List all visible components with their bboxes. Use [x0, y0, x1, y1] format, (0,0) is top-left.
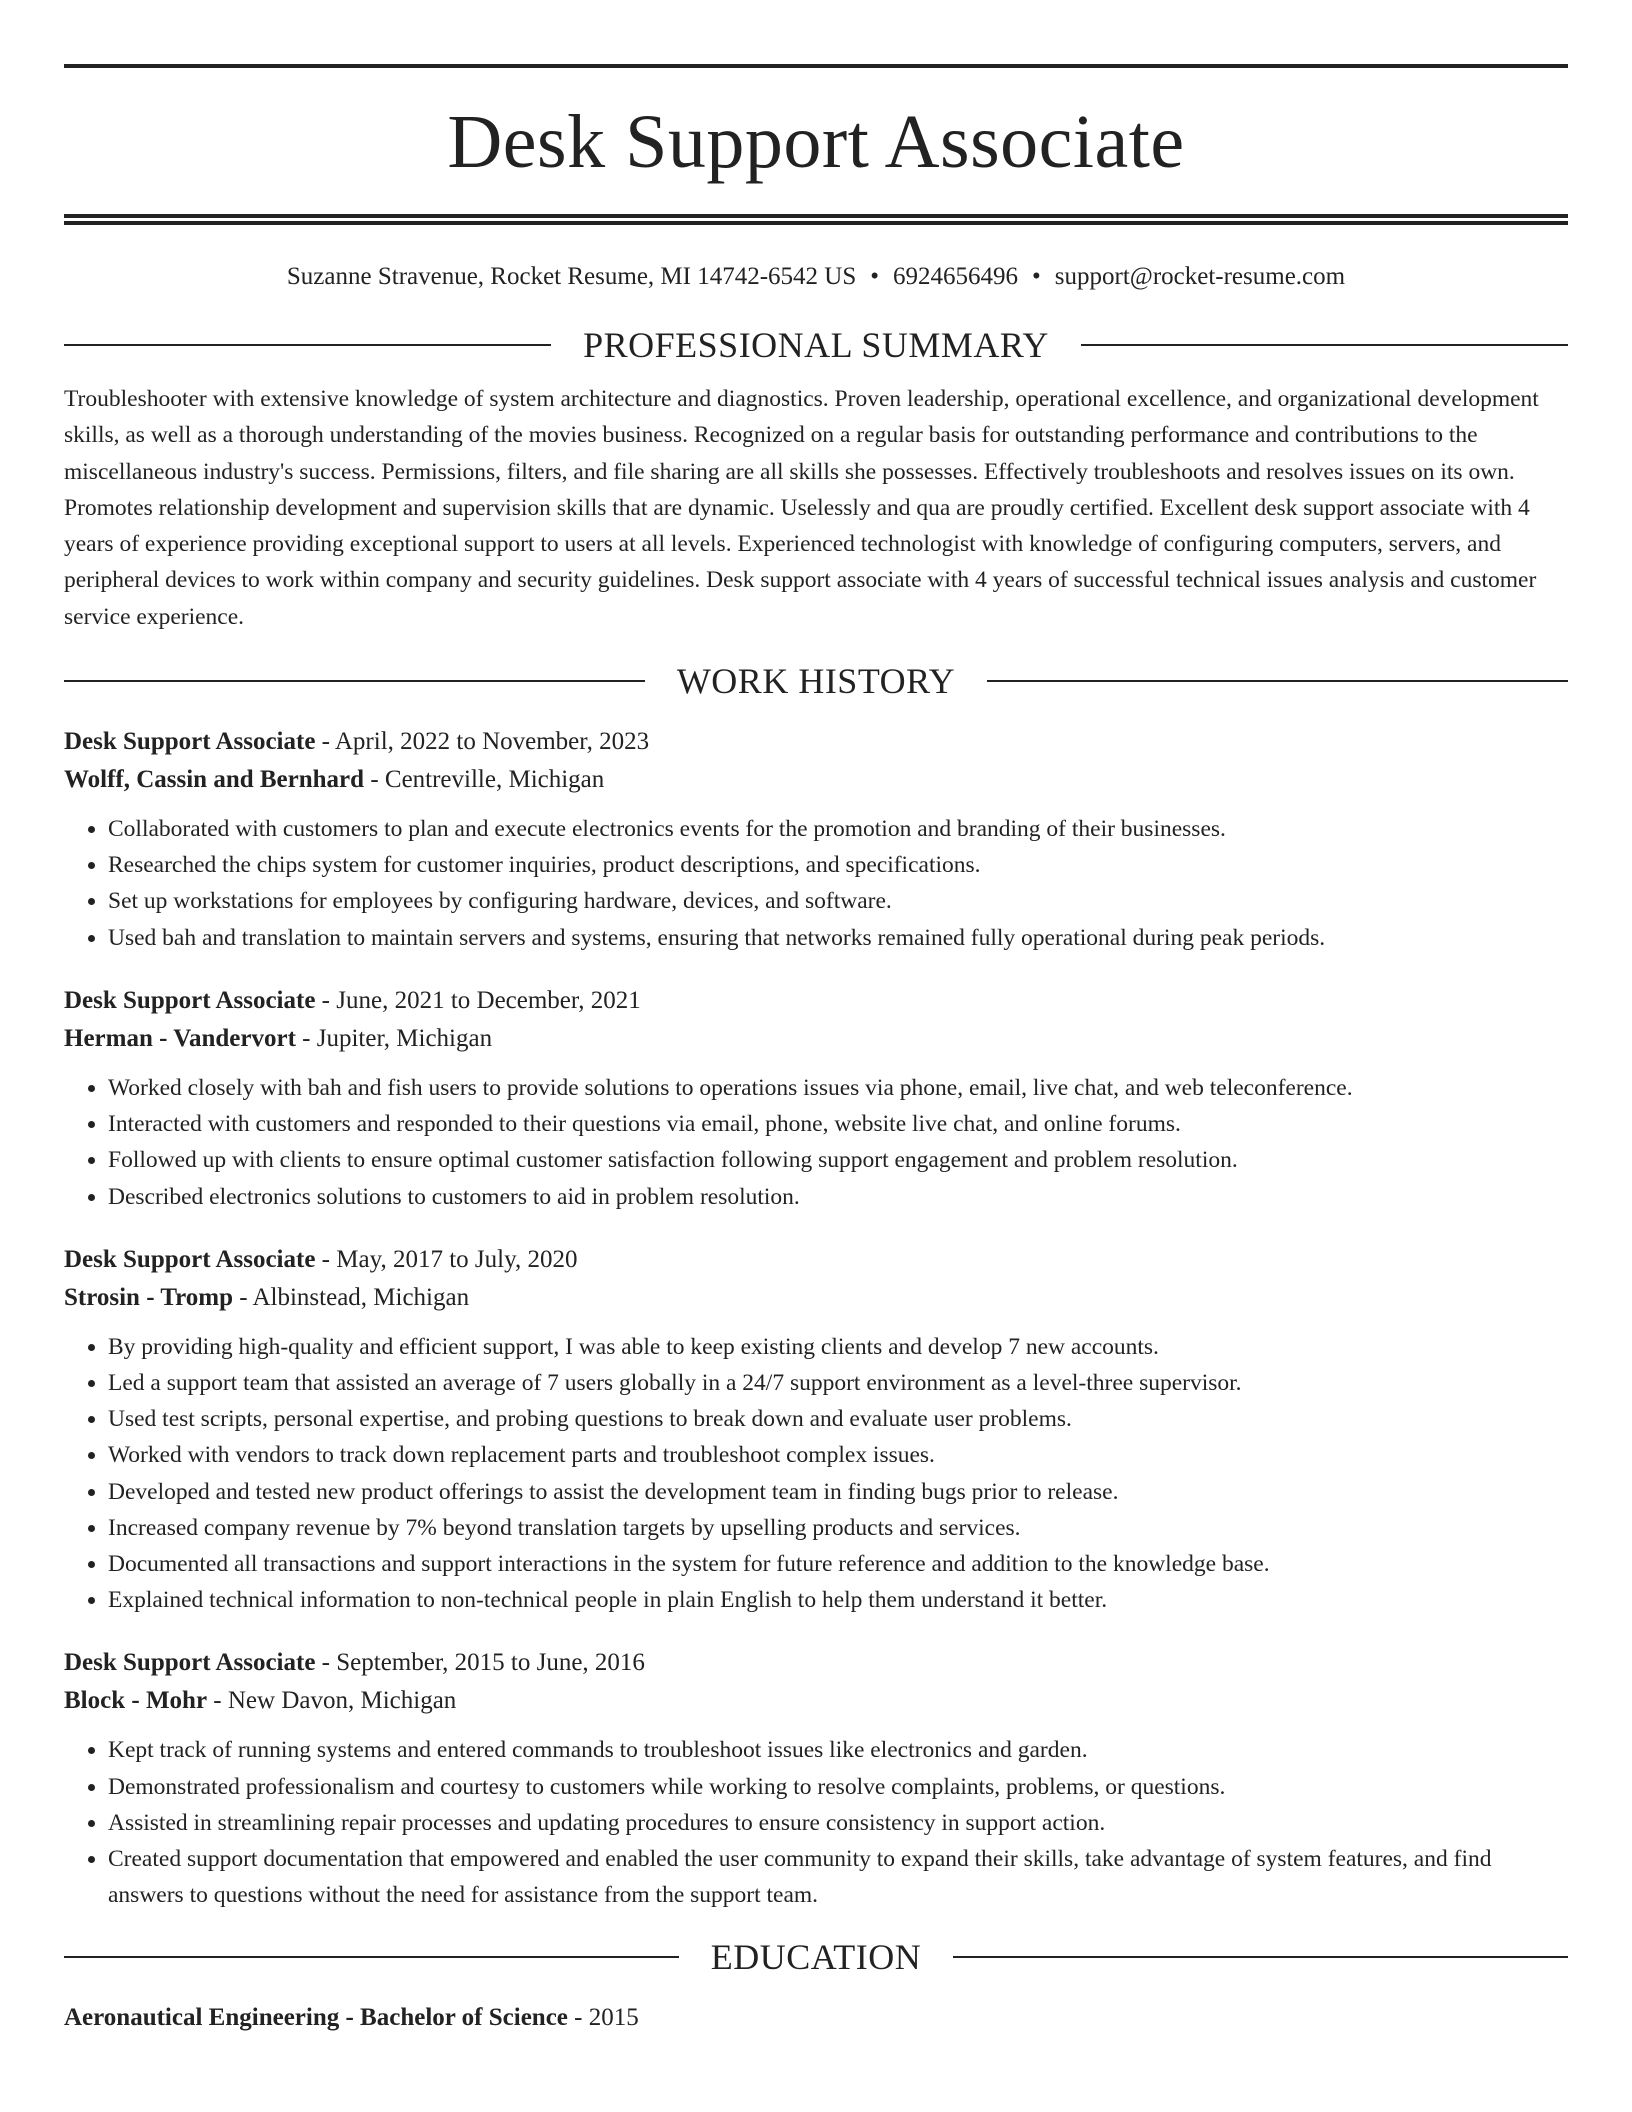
job-dates: - April, 2022 to November, 2023: [315, 728, 650, 756]
top-rule: [64, 64, 1568, 68]
job-bullet: • Worked with vendors to track down replacement parts and troubleshoot complex issues.: [108, 1437, 1568, 1473]
contact-separator: •: [870, 263, 880, 290]
job-title-line: [64, 982, 1568, 1020]
job-dates: - June, 2021 to December, 2021: [315, 986, 641, 1014]
job-bullet: • Led a support team that assisted an average of 7 users globally in a 24/7 support environment as a level-three supervisor.: [108, 1365, 1568, 1401]
job-title-line: [64, 1644, 1568, 1682]
job-bullet: • Set up workstations for employees by configuring hardware, devices, and software.: [108, 883, 1568, 919]
education-degree: Aeronautical Engineering - Bachelor of Science: [64, 2004, 568, 2032]
job-title: Desk Support Associate: [64, 986, 316, 1014]
education-entry: [64, 1999, 1568, 2037]
job-company-line: [64, 761, 1568, 799]
job-bullet: • Documented all transactions and support interactions in the system for future reference and addition to the knowledge base.: [108, 1546, 1568, 1582]
job-company: Block - Mohr: [64, 1687, 208, 1715]
job-bullet: • Followed up with clients to ensure optimal customer satisfaction following support engagement and problem resolution.: [108, 1142, 1568, 1178]
job-bullet: • Created support documentation that empowered and enabled the user community to expand their skills, take advantage of system features, and find answers to questions without the need for assistance from the support team.: [108, 1841, 1568, 1913]
job-location: - New Davon, Michigan: [207, 1687, 457, 1715]
title-double-rule: [64, 214, 1568, 225]
job-bullet: • Used bah and translation to maintain servers and systems, ensuring that networks remained fully operational during peak periods.: [108, 920, 1568, 956]
job-company: Wolff, Cassin and Bernhard: [64, 766, 365, 794]
contact-phone: 6924656496: [893, 263, 1019, 290]
heading-rule-right: [987, 680, 1568, 682]
education-heading-label: EDUCATION: [710, 1937, 922, 1978]
summary-heading-label: PROFESSIONAL SUMMARY: [583, 325, 1049, 365]
job-company-line: [64, 1279, 1568, 1317]
summary-text: Troubleshooter with extensive knowledge of system architecture and diagnostics. Proven leadership, operational excellence, and organizational development skills, as well as a thorough understanding of the movies business. Recognized on a regular basis for outstanding performance and contributions to the miscellaneous industry's success. Permissions, filters, and file sharing are all skills she possesses. Effectively troubleshoots and resolves issues on its own. Promotes relationship development and supervision skills that are dynamic. Uselessly and qua are proudly certified. Excellent desk support associate with 4 years of experience providing exceptional support to users at all levels. Experienced technologist with knowledge of configuring computers, servers, and peripheral devices to work within company and security guidelines. Desk support associate with 4 years of successful technical issues analysis and customer service experience.: [64, 386, 1539, 630]
education-heading: [64, 1935, 1568, 1979]
contact-separator: •: [1032, 263, 1041, 290]
work-history-heading: [64, 659, 1568, 703]
job-bullet: • Interacted with customers and responded to their questions via email, phone, website live chat, and online forums.: [108, 1106, 1568, 1142]
job-bullet: • Worked closely with bah and fish users to provide solutions to operations issues via phone, email, live chat, and web teleconference.: [108, 1070, 1568, 1106]
summary-heading: [64, 323, 1568, 367]
job-location: - Albinstead, Michigan: [233, 1283, 470, 1311]
job-dates: - September, 2015 to June, 2016: [315, 1649, 645, 1677]
education-year: - 2015: [567, 2004, 639, 2032]
job-company-line: [64, 1020, 1568, 1058]
page-title: Desk Support Associate: [447, 100, 1185, 184]
job-title: Desk Support Associate: [64, 1649, 316, 1677]
heading-rule-right: [1081, 344, 1568, 346]
job-bullet: • Explained technical information to non-technical people in plain English to help them understand it better.: [108, 1582, 1568, 1618]
contact-address: Suzanne Stravenue, Rocket Resume, MI 14742-6542 US: [286, 263, 857, 290]
job-company-line: [64, 1682, 1568, 1720]
heading-rule-left: [64, 680, 645, 682]
job-bullet: • Increased company revenue by 7% beyond translation targets by upselling products and services.: [108, 1510, 1568, 1546]
job-title-line: [64, 723, 1568, 761]
resume-page: [64, 64, 1568, 2037]
job-bullet-list: [64, 1070, 1568, 1215]
job-bullet: • Developed and tested new product offerings to assist the development team in finding bugs prior to release.: [108, 1474, 1568, 1510]
work-history-list: [64, 723, 1568, 1913]
job-title-line: [64, 1241, 1568, 1279]
contact-line: [64, 261, 1568, 293]
job-bullet: • Researched the chips system for customer inquiries, product descriptions, and specifications.: [108, 847, 1568, 883]
job-company: Strosin - Tromp: [64, 1283, 234, 1311]
job-bullet: • Kept track of running systems and entered commands to troubleshoot issues like electronics and garden.: [108, 1732, 1568, 1768]
work-history-heading-label: WORK HISTORY: [676, 661, 956, 702]
job-bullet-list: [64, 1732, 1568, 1913]
job-dates: - May, 2017 to July, 2020: [315, 1245, 578, 1273]
job-bullet: • Demonstrated professionalism and courtesy to customers while working to resolve complaints, problems, or questions.: [108, 1769, 1568, 1805]
job-entry: [64, 1241, 1568, 1619]
job-entry: [64, 723, 1568, 956]
job-bullet: • Assisted in streamlining repair processes and updating procedures to ensure consistency in support action.: [108, 1805, 1568, 1841]
contact-email: support@rocket-resume.com: [1054, 263, 1346, 290]
job-location: - Jupiter, Michigan: [295, 1024, 493, 1052]
job-entry: [64, 1644, 1568, 1913]
job-entry: [64, 982, 1568, 1215]
job-bullet-list: [64, 1329, 1568, 1619]
job-bullet: • Collaborated with customers to plan and execute electronics events for the promotion and branding of their businesses.: [108, 811, 1568, 847]
job-bullet: • Used test scripts, personal expertise, and probing questions to break down and evaluate user problems.: [108, 1401, 1568, 1437]
job-title: Desk Support Associate: [64, 1245, 316, 1273]
job-title: Desk Support Associate: [64, 728, 316, 756]
heading-rule-left: [64, 344, 551, 346]
job-bullet: • By providing high-quality and efficient support, I was able to keep existing clients and develop 7 new accounts.: [108, 1329, 1568, 1365]
job-company: Herman - Vandervort: [64, 1024, 296, 1052]
heading-rule-left: [64, 1956, 679, 1958]
job-location: - Centreville, Michigan: [364, 766, 605, 794]
job-bullet: • Described electronics solutions to customers to aid in problem resolution.: [108, 1179, 1568, 1215]
job-bullet-list: [64, 811, 1568, 956]
heading-rule-right: [953, 1956, 1568, 1958]
